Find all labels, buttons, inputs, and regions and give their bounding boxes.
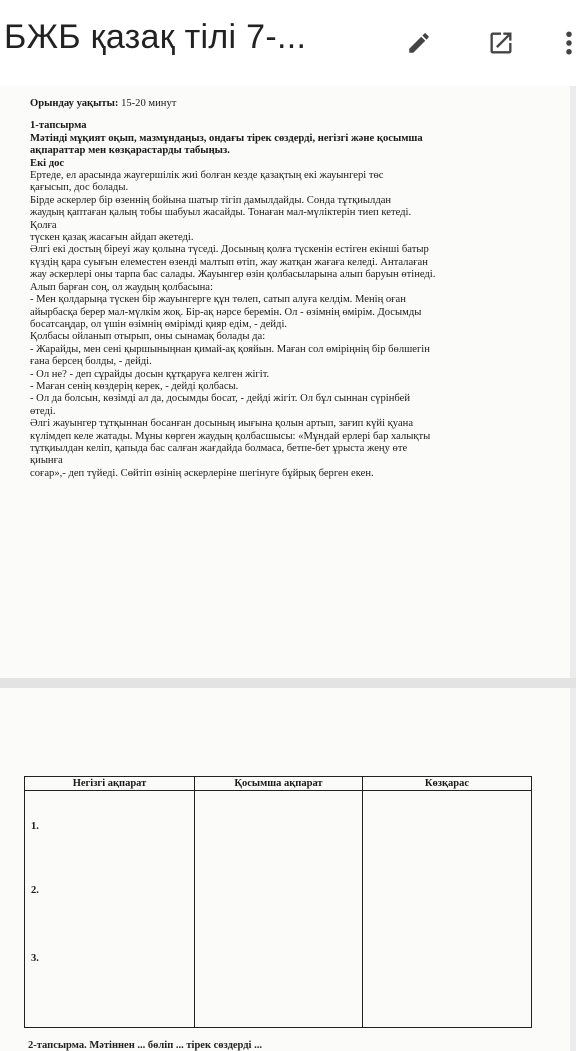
text-line: айырбасқа берер мал-мүлкім жоқ. Бір-ақ нәрсе беремін. Ол - өзімнің өмірім. Досымды xyxy=(30,306,422,318)
pencil-icon[interactable] xyxy=(402,26,436,60)
page-separator xyxy=(0,678,576,688)
row-number: 3. xyxy=(31,953,39,964)
text-line: ғана берсең болды, - дейді. xyxy=(30,356,152,368)
text-line: қиынға xyxy=(30,455,63,467)
text-line: қағысып, дос болады. xyxy=(30,182,129,194)
info-table xyxy=(24,776,532,1028)
time-line xyxy=(30,98,530,110)
document-page-1 xyxy=(0,86,570,678)
text-line: - Ол да болсын, көзімді ал да, досымды босат, - дейді жігіт. Ол бұл сыннан сүрінбей xyxy=(30,393,410,405)
document-title: БЖБ қазақ тілі 7-... xyxy=(4,18,307,56)
row-number: 1. xyxy=(31,821,39,832)
table-header: Негізгі ақпарат xyxy=(25,777,194,791)
table-header: Көзқарас xyxy=(363,777,531,791)
next-task-partial: 2-тапсырма. Мәтіннен ... бөліп ... тірек сөздерді ... xyxy=(28,1040,262,1051)
text-line: жаудың қаптаған қалың тобы шабуыл жасайды. Тонаған мал-мүліктерін тиеп кетеді. xyxy=(30,207,412,219)
text-line: өтеді. xyxy=(30,405,56,417)
text-line: - Ол не? - деп сұрайды досын құтқаруға келген жігіт. xyxy=(30,368,270,380)
text-line: түскен қазақ жасағын айдап әкетеді. xyxy=(30,232,194,244)
text-line: Алып барған соң, ол жаудың қолбасына: xyxy=(30,281,213,293)
table-header: Қосымша ақпарат xyxy=(195,777,362,791)
text-line: - Мен қолдарыңа түскен бір жауынгерге құн төлеп, сатып алуға келдім. Менің оған xyxy=(30,294,406,306)
text-line: Қолбасы ойланып отырып, оны сынамақ болады да: xyxy=(30,331,266,343)
text-line: күлімдеп келе жатады. Мұны көрген жаудың қолбасшысы: «Мұндай ерлері бар халықты xyxy=(30,430,431,442)
text-line: соғар»,- деп түйеді. Сөйтіп өзінің әскерлеріне шегінуге бұйрық берген екен. xyxy=(30,467,374,479)
document-page-2 xyxy=(0,688,570,1051)
table-column xyxy=(363,777,531,1027)
page-1-text xyxy=(30,98,530,480)
row-number: 2. xyxy=(31,885,39,896)
text-line: босатсаңдар, ол үшін өзімнің өмірімді қияр едім, - дейді. xyxy=(30,318,288,330)
text-title: Екі дос xyxy=(30,157,65,169)
open-external-icon[interactable] xyxy=(484,26,518,60)
task-instruction: Мәтінді мұқият оқып, мазмұндаңыз, ондағы тірек сөздерді, негізгі және қосымша xyxy=(30,132,423,144)
text-line: Бірде әскерлер бір өзеннің бойына шатыр тігіп дамылдайды. Сонда тұтқиылдан xyxy=(30,194,392,206)
more-vert-icon[interactable] xyxy=(562,26,576,60)
text-line: Әлгі жауынгер тұтқыннан босанған досының иығына қолын артып, зағип күйі қуана xyxy=(30,418,414,430)
text-line: жау әскерлері оны тарпа бас салады. Жауынгер өзін қолбасыларына алып баруын өтінеді. xyxy=(30,269,436,281)
text-line: - Жарайды, мен сені қыршыныңнан қимай-ақ қояйын. Маған сол өміріңнің бір бөлшегін xyxy=(30,343,430,355)
time-label: Орындау уақыты: xyxy=(30,98,119,109)
text-line: күздің қара суығын елеместен өзенді малтып өтіп, жау жатқан жағаға келеді. Анталаған xyxy=(30,256,428,268)
text-line: Қолға xyxy=(30,219,57,231)
text-line: Ертеде, ел арасында жаугершілік жиі болған кезде қазақтың екі жауынгері төс xyxy=(30,170,384,182)
table-column xyxy=(195,777,363,1027)
text-line: тұтқиылдан келіп, қапыда бас салған жағдайда болмаса, бетпе-бет ұрыста жеңу өте xyxy=(30,442,408,454)
time-value: 15-20 минут xyxy=(121,98,177,109)
text-line: - Маған сенің көздерің керек, - дейді қолбасы. xyxy=(30,380,239,392)
task-instruction: ақпараттар мен көзқарастарды табыңыз. xyxy=(30,145,230,157)
top-bar xyxy=(0,0,576,86)
text-line: Әлгі екі достың біреуі жау қолына түседі. Досының қолға түскенін естіген екінші батыр xyxy=(30,244,429,256)
task-title: 1-тапсырма xyxy=(30,120,87,132)
table-column xyxy=(25,777,195,1027)
